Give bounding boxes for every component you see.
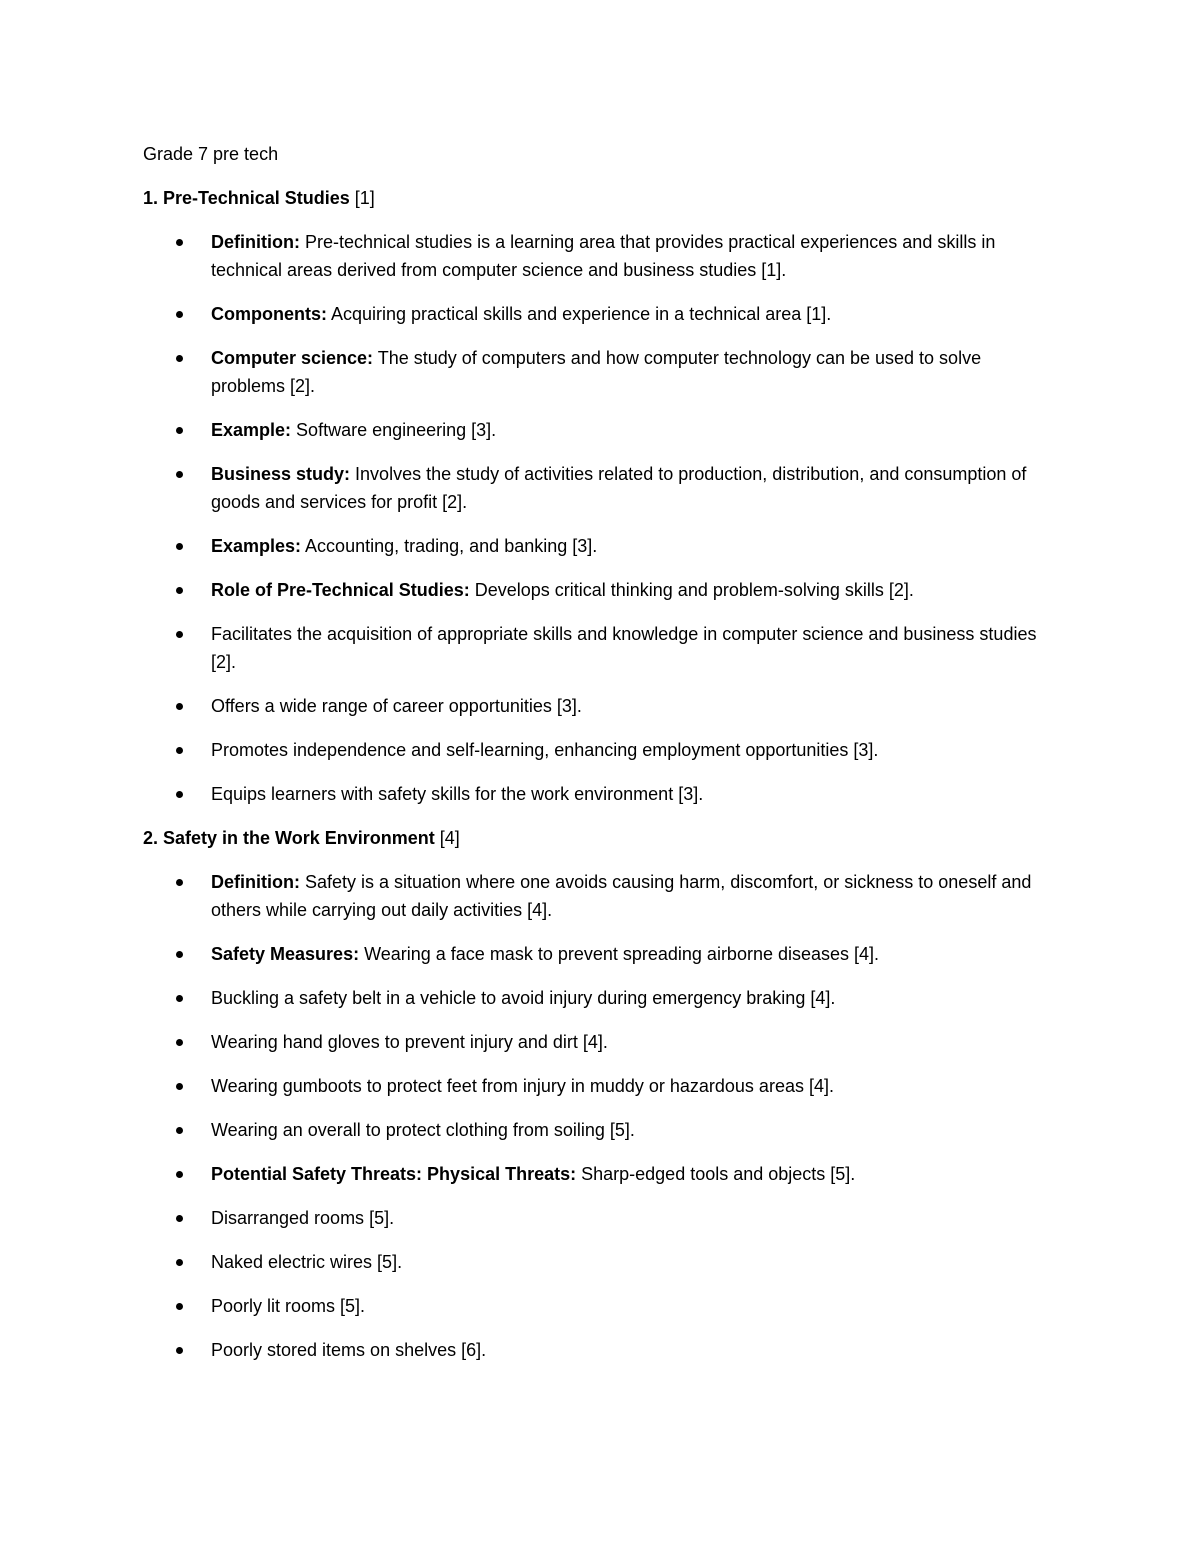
bullet-icon: [176, 879, 183, 886]
bullet-icon: [176, 951, 183, 958]
list-item-text: Pre-technical studies is a learning area that provides practical experiences and skills in technical areas derived from computer science and business studies [1].: [211, 232, 996, 280]
section-heading-reference: [4]: [434, 828, 460, 848]
list-item-label: Potential Safety Threats: Physical Threats:: [211, 1164, 577, 1184]
bullet-icon: [176, 1259, 183, 1266]
list-item: [143, 460, 1060, 516]
list-item: [143, 416, 1060, 444]
list-item-label: Safety Measures:: [211, 944, 360, 964]
list-item: [143, 940, 1060, 968]
list-item: [143, 868, 1060, 924]
list-item-text: Facilitates the acquisition of appropriate skills and knowledge in computer science and business studies [2].: [211, 624, 1037, 672]
list-item: [143, 1336, 1060, 1364]
list-item-label: Business study:: [211, 464, 351, 484]
bullet-icon: [176, 471, 183, 478]
section-heading-title: 2. Safety in the Work Environment: [143, 828, 435, 848]
list-item: [143, 1204, 1060, 1232]
bullet-icon: [176, 1215, 183, 1222]
bullet-list: [143, 228, 1060, 808]
bullet-icon: [176, 1083, 183, 1090]
section-heading-title: 1. Pre-Technical Studies: [143, 188, 350, 208]
list-item-text: Disarranged rooms [5].: [211, 1208, 395, 1228]
list-item: [143, 736, 1060, 764]
list-item-text: Equips learners with safety skills for the work environment [3].: [211, 784, 704, 804]
bullet-icon: [176, 1347, 183, 1354]
list-item-text: Wearing hand gloves to prevent injury and dirt [4].: [211, 1032, 608, 1052]
list-item: [143, 1292, 1060, 1320]
list-item-text: Wearing a face mask to prevent spreading airborne diseases [4].: [359, 944, 880, 964]
section-heading: [143, 824, 1060, 852]
list-item-text: Software engineering [3].: [291, 420, 497, 440]
list-item-text: Wearing gumboots to protect feet from injury in muddy or hazardous areas [4].: [211, 1076, 834, 1096]
list-item: [143, 620, 1060, 676]
list-item-text: Wearing an overall to protect clothing from soiling [5].: [211, 1120, 635, 1140]
list-item: [143, 780, 1060, 808]
list-item-label: Examples:: [211, 536, 302, 556]
bullet-icon: [176, 543, 183, 550]
bullet-icon: [176, 995, 183, 1002]
list-item: [143, 228, 1060, 284]
bullet-icon: [176, 1171, 183, 1178]
bullet-icon: [176, 239, 183, 246]
list-item-label: Role of Pre-Technical Studies:: [211, 580, 470, 600]
list-item: [143, 532, 1060, 560]
bullet-icon: [176, 355, 183, 362]
list-item-text: Poorly lit rooms [5].: [211, 1296, 366, 1316]
bullet-icon: [176, 747, 183, 754]
list-item-text: Offers a wide range of career opportunities [3].: [211, 696, 582, 716]
list-item: [143, 692, 1060, 720]
list-item-text: Naked electric wires [5].: [211, 1252, 403, 1272]
bullet-icon: [176, 1127, 183, 1134]
bullet-icon: [176, 791, 183, 798]
list-item-text: Accounting, trading, and banking [3].: [301, 536, 598, 556]
document-title: Grade 7 pre tech: [143, 144, 279, 164]
list-item-text: Develops critical thinking and problem-solving skills [2].: [469, 580, 914, 600]
list-item-label: Example:: [211, 420, 292, 440]
bullet-icon: [176, 587, 183, 594]
list-item-text: Sharp-edged tools and objects [5].: [576, 1164, 856, 1184]
list-item-text: Buckling a safety belt in a vehicle to avoid injury during emergency braking [4].: [211, 988, 836, 1008]
bullet-icon: [176, 703, 183, 710]
list-item: [143, 1116, 1060, 1144]
list-item: [143, 300, 1060, 328]
bullet-icon: [176, 311, 183, 318]
list-item-text: Poorly stored items on shelves [6].: [211, 1340, 487, 1360]
bullet-icon: [176, 1303, 183, 1310]
list-item-text: The study of computers and how computer technology can be used to solve problems [2].: [211, 348, 982, 396]
list-item-text: Safety is a situation where one avoids causing harm, discomfort, or sickness to oneself and others while carrying out daily activities [4].: [211, 872, 1032, 920]
list-item: [143, 1248, 1060, 1276]
list-item: [143, 1072, 1060, 1100]
list-item: [143, 344, 1060, 400]
document-body: [143, 184, 1060, 1364]
list-item-label: Computer science:: [211, 348, 374, 368]
list-item-text: Acquiring practical skills and experience in a technical area [1].: [327, 304, 832, 324]
list-item: [143, 1028, 1060, 1056]
list-item: [143, 1160, 1060, 1188]
bullet-icon: [176, 427, 183, 434]
bullet-icon: [176, 631, 183, 638]
list-item-label: Definition:: [211, 232, 300, 252]
bullet-icon: [176, 1039, 183, 1046]
list-item-text: Involves the study of activities related to production, distribution, and consumption of goods and services for profit [2].: [211, 464, 1027, 512]
list-item-text: Promotes independence and self-learning, enhancing employment opportunities [3].: [211, 740, 879, 760]
list-item-label: Definition:: [211, 872, 300, 892]
list-item: [143, 984, 1060, 1012]
list-item-label: Components:: [211, 304, 327, 324]
bullet-list: [143, 868, 1060, 1364]
section-heading: [143, 184, 1060, 212]
list-item: [143, 576, 1060, 604]
section-heading-reference: [1]: [349, 188, 375, 208]
